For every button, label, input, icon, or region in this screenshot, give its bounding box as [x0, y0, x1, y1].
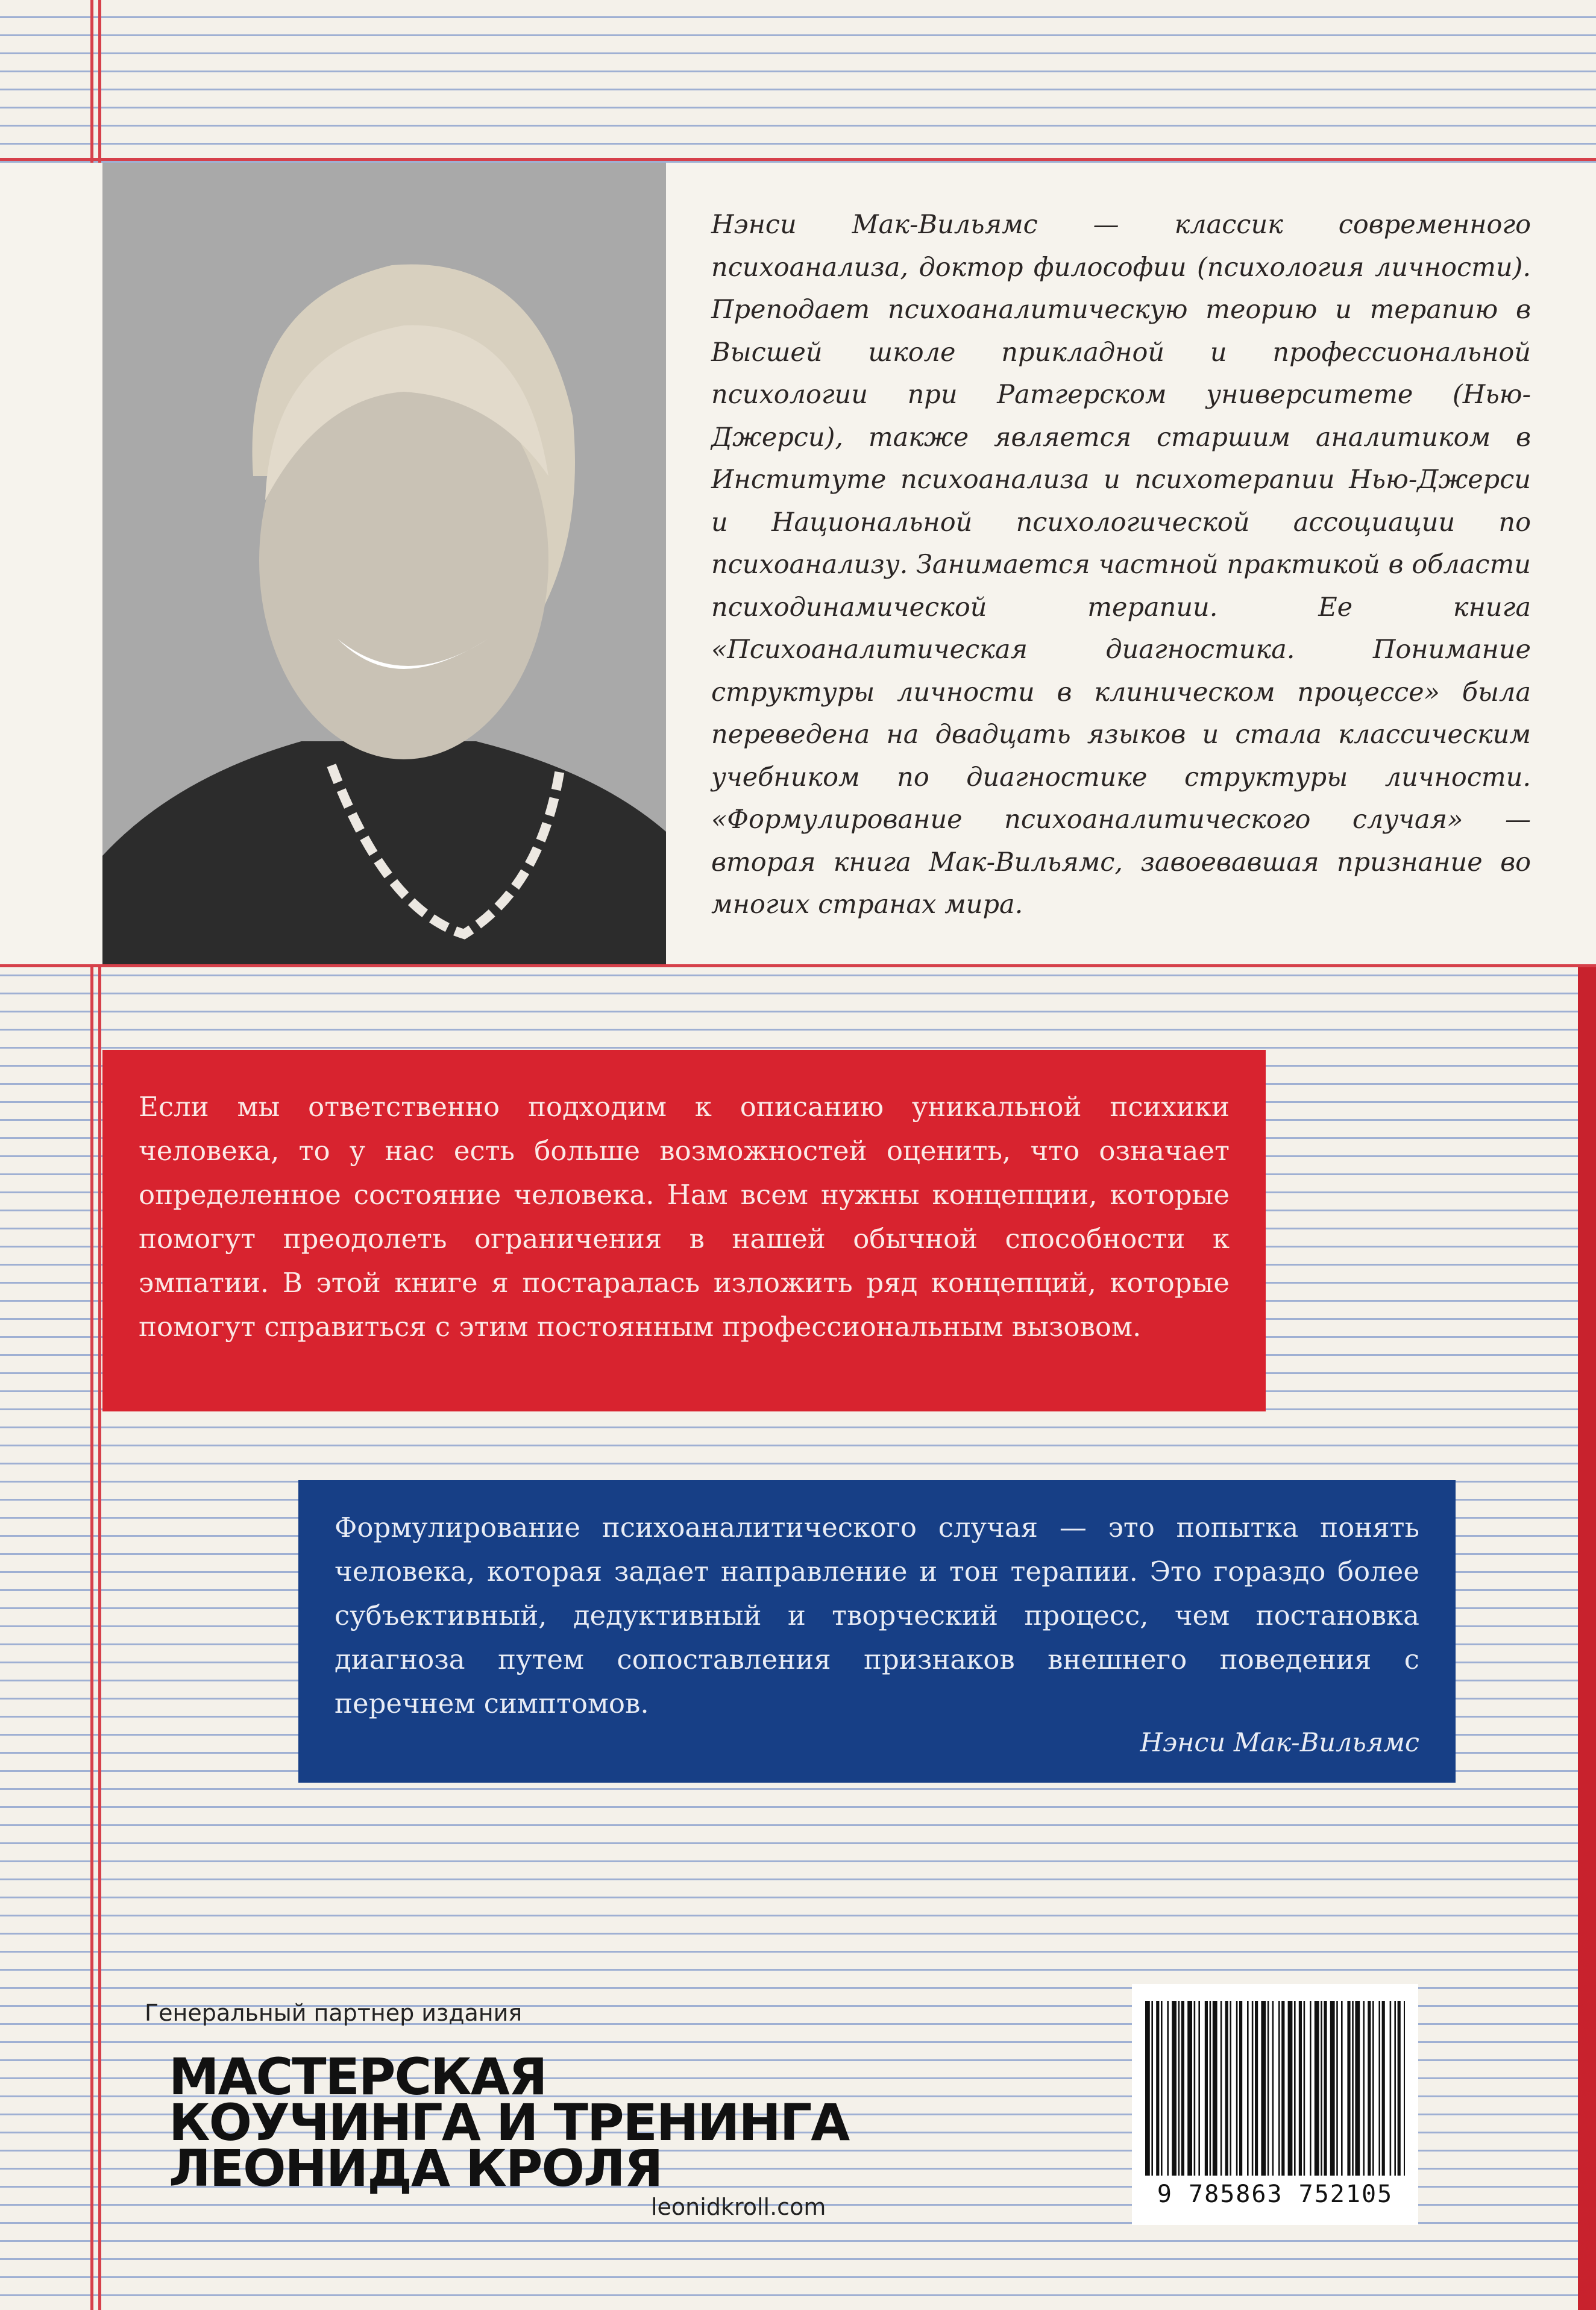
blue-quote-text: Формулирование психоаналитического случая — это попытка понять человека, которая задает направление и тон терапии. Это гораздо более субъективный, дедуктивный и творческий процесс, чем постановка диагноза путем сопоставления признаков внешнего поведения с перечнем симптомов.	[335, 1511, 1419, 1719]
barcode-bar	[1382, 2001, 1385, 2176]
red-quote-box	[102, 1050, 1266, 1411]
barcode-bar	[1398, 2001, 1401, 2176]
partner-logo-line: МАСТЕРСКАЯ	[169, 2047, 547, 2106]
barcode-bar	[1261, 2001, 1266, 2176]
barcode-bar	[1178, 2001, 1180, 2176]
barcode-bar	[1315, 2001, 1319, 2176]
barcode-bar	[1156, 2001, 1159, 2176]
barcode-bar	[1372, 2001, 1374, 2176]
author-portrait-graphic	[102, 163, 666, 964]
barcode-bar	[1394, 2001, 1396, 2176]
barcode-bar	[1294, 2001, 1296, 2176]
barcode-bar	[1172, 2001, 1177, 2176]
barcode-bar	[1368, 2001, 1371, 2176]
barcode-bar	[1247, 2001, 1249, 2176]
partner-caption: Генеральный партнер издания	[145, 2000, 523, 2026]
barcode-bar	[1363, 2001, 1365, 2176]
barcode-bar	[1299, 2001, 1302, 2176]
isbn-digits: 9 785863 752105	[1157, 2180, 1393, 2208]
barcode-bar	[1181, 2001, 1184, 2176]
barcode-bar	[1281, 2001, 1284, 2176]
barcode-bar	[1324, 2001, 1327, 2176]
barcode-bar	[1187, 2001, 1192, 2176]
barcode-bar	[1352, 2001, 1354, 2176]
barcode-bar	[1198, 2001, 1200, 2176]
barcode-bar	[1330, 2001, 1335, 2176]
blue-quote-attribution: Нэнси Мак-Вильямс	[1140, 1728, 1419, 1758]
barcode-bar	[1151, 2001, 1153, 2176]
middle-red-rule	[0, 964, 1596, 967]
barcode-bar	[1230, 2001, 1231, 2176]
barcode-bar	[1255, 2001, 1258, 2176]
barcode-bar	[1378, 2001, 1380, 2176]
barcode-bar	[1167, 2001, 1169, 2176]
barcode-bar	[1288, 2001, 1293, 2176]
barcode-bar	[1336, 2001, 1338, 2176]
barcode-bars	[1145, 2001, 1405, 2176]
barcode-bar	[1321, 2001, 1322, 2176]
author-photo	[102, 163, 666, 964]
barcode-bar	[1210, 2001, 1211, 2176]
partner-logo-line: ЛЕОНИДА КРОЛЯ	[169, 2139, 662, 2198]
barcode-bar	[1272, 2001, 1274, 2176]
isbn-barcode	[1132, 1984, 1418, 2225]
partner-logo	[169, 2047, 849, 2198]
author-bio: Нэнси Мак-Вильямс — классик современного психоанализа, доктор философии (психология личности). Преподает психоаналитическую теорию и терапию в Высшей школе прикладной и профессиональной психологии при Ратгерском университете (Нью-Джерси), также является старшим аналитиком в Институте психоанализа и психотерапии Нью-Джерси и Национальной психологической ассоциации по психоанализу. Занимается частной практикой в области психодинамической терапии. Ее книга «Психоаналитическая диагностика. Понимание структуры личности в клиническом процессе» была переведена на двадцать языков и стала классическим учебником по диагностике структуры личности. «Формулирование психоаналитического случая» — вторая книга Мак-Вильямс, завоевавшая признание во многих странах мира.	[711, 210, 1531, 920]
barcode-bar	[1347, 2001, 1350, 2176]
barcode-bar	[1161, 2001, 1163, 2176]
barcode-bar	[1341, 2001, 1343, 2176]
barcode-bar	[1194, 2001, 1196, 2176]
barcode-bar	[1268, 2001, 1269, 2176]
barcode-bar	[1390, 2001, 1392, 2176]
partner-website: leonidkroll.com	[651, 2194, 826, 2220]
barcode-bar	[1221, 2001, 1222, 2176]
barcode-bar	[1225, 2001, 1228, 2176]
barcode-bar	[1236, 2001, 1238, 2176]
barcode-bar	[1278, 2001, 1280, 2176]
barcode-bar	[1252, 2001, 1254, 2176]
barcode-bar	[1404, 2001, 1405, 2176]
partner-logo-line: КОУЧИНГА И ТРЕНИНГА	[169, 2093, 849, 2152]
barcode-bar	[1239, 2001, 1242, 2176]
blue-quote-box	[298, 1480, 1456, 1783]
top-red-rule	[0, 158, 1596, 161]
barcode-bar	[1145, 2001, 1150, 2176]
barcode-bar	[1355, 2001, 1360, 2176]
barcode-bar	[1310, 2001, 1312, 2176]
right-edge-strip	[1578, 934, 1596, 2310]
barcode-bar	[1205, 2001, 1208, 2176]
red-quote-text: Если мы ответственно подходим к описанию уникальной психики человека, то у нас есть больше возможностей оценить, что означает определенное состояние человека. Нам всем нужны концепции, которые помогут преодолеть ограничения в нашей обычной способности к эмпатии. В этой книге я постаралась изложить ряд концепций, которые помогут справиться с этим постоянным профессиональным вызовом.	[139, 1091, 1230, 1343]
barcode-bar	[1213, 2001, 1217, 2176]
barcode-bar	[1304, 2001, 1305, 2176]
